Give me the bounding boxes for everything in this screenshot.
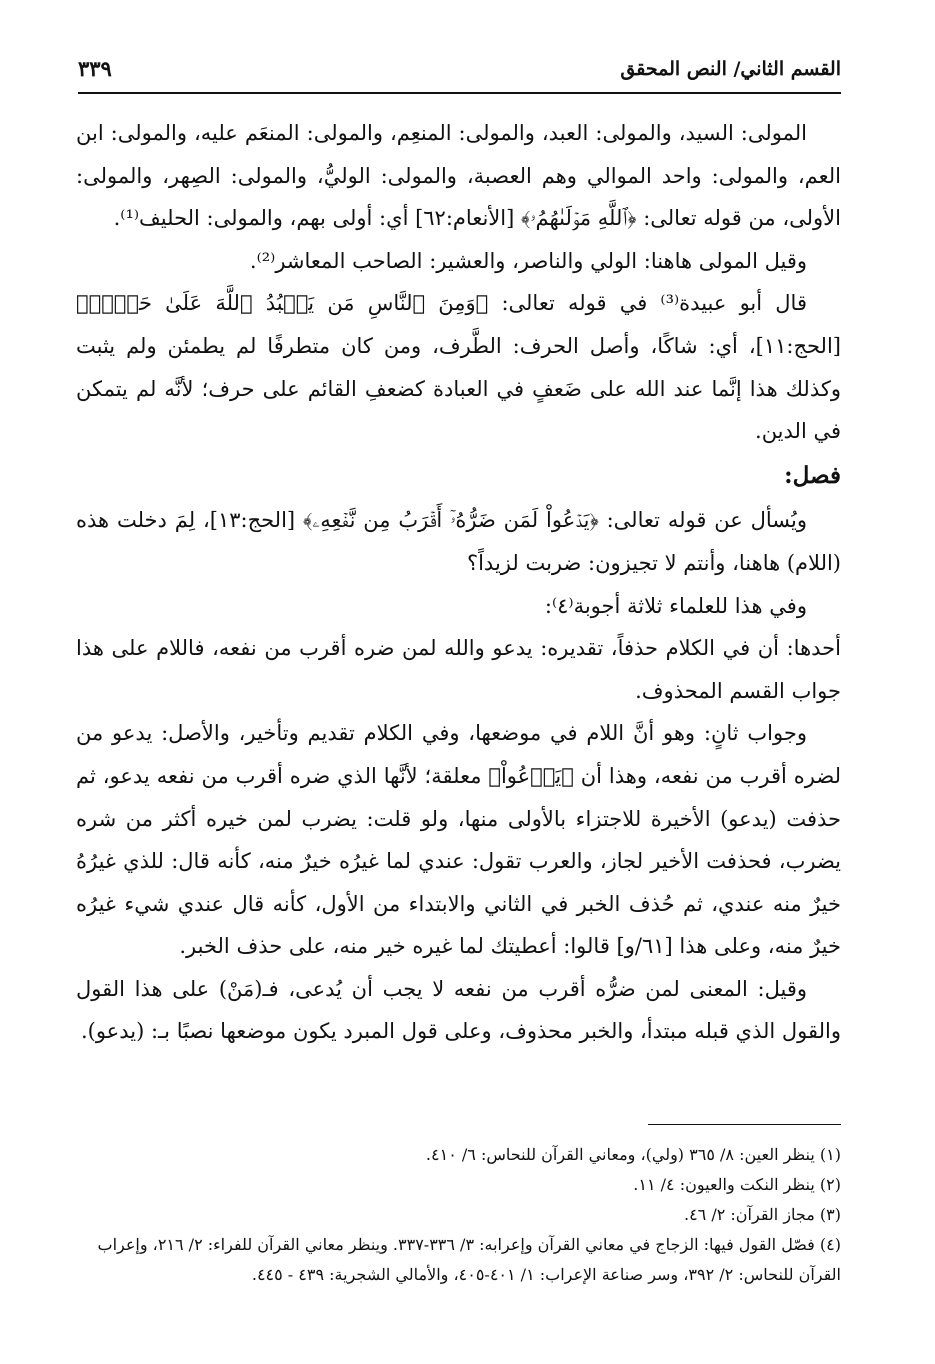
- paragraph: أحدها: أن في الكلام حذفاً، تقديره: يدعو والله لمن ضره أقرب من نفعه، فاللام على هذا جواب القسم المحذوف.: [76, 636, 841, 703]
- header-divider: [78, 92, 841, 94]
- footnote: (٤) فصّل القول فيها: الزجاج في معاني القرآن وإعرابه: ٣/ ٣٣٦-٣٣٧. وينظر معاني القرآن للفراء: ٢/ ٢١٦، وإعراب القرآن للنحاس: ٢/ ٣٩٢، وسر صناعة الإعراب: ١/ ٤٠١-٤٠٥، والأمالي الشجرية: ٤٣٩ - ٤٤٥.: [97, 1235, 841, 1284]
- paragraph: وفي هذا للعلماء ثلاثة أجوبة⁽٤⁾:: [544, 593, 807, 618]
- footnote: (٣) مجاز القرآن: ٢/ ٤٦.: [683, 1205, 841, 1224]
- paragraph: المولى: السيد، والمولى: العبد، والمولى: المنعِم، والمولى: المنعَم عليه، والمولى: ابن العم، والمولى: واحد الموالي وهم العصبة، والمولى: الوليُّ، والمولى: الصِهر، والمولى: الأولى، من قوله تعالى: ﴿ٱللَّهِ مَوۡلَىٰهُمُۥ﴾ [الأنعام:٦٢] أي: أولى بهم، والمولى: الحليف⁽¹⁾.: [76, 121, 841, 231]
- footnote: (٢) ينظر النكت والعيون: ٤/ ١١.: [633, 1175, 841, 1194]
- page-number: ٣٣٩: [78, 56, 112, 81]
- paragraph: وقيل المولى هاهنا: الولي والناصر، والعشير: الصاحب المعاشر⁽²⁾.: [249, 248, 807, 273]
- paragraph: وقيل: المعنى لمن ضرُّه أقرب من نفعه لا يجب أن يُدعى، فـ(مَنْ) على هذا القول والقول الذي قبله مبتدأ، والخبر محذوف، وعلى قول المبرد يكون موضعها نصبًا بـ: (يدعو).: [76, 976, 841, 1044]
- footnote: (١) ينظر العين: ٨/ ٣٦٥ (ولي)، ومعاني القرآن للنحاس: ٦/ ٤١٠.: [425, 1145, 841, 1164]
- footnotes: [78, 1140, 841, 1290]
- section-title: القسم الثاني/ النص المحقق: [620, 58, 841, 80]
- paragraph: ويُسأل عن قوله تعالى: ﴿يَدۡعُواْ لَمَن ضَرُّهُۥٓ أَقۡرَبُ مِن نَّفۡعِهِۦ﴾ [الحج:١٣]، لِمَ دخلت هذه (اللام) هاهنا، وأنتم لا تجيزون: ضربت لزيداً؟: [76, 508, 841, 575]
- section-heading: فصل:: [784, 461, 841, 489]
- main-text: [76, 112, 841, 1053]
- paragraph: قال أبو عبيدة⁽³⁾ في قوله تعالى: ﴿وَمِنَ ٱلنَّاسِ مَن يَعۡبُدُ ٱللَّهَ عَلَىٰ حَرۡفٖ﴾ [الحج:١١]، أي: شاكًا، وأصل الحرف: الطَّرف، ومن كان متطرفًا لم يطمئن ولم يثبت وكذلك هذا إنَّما عند الله على ضَعفٍ في العبادة كضعفِ القائم على حرف؛ لأنَّه لم يتمكن في الدين.: [76, 291, 841, 444]
- running-header: [78, 52, 841, 88]
- paragraph: وجواب ثانٍ: وهو أنَّ اللام في موضعها، وفي الكلام تقديم وتأخير، والأصل: يدعو من لضره أقرب من نفعه، وهذا أن ﴿يَدۡعُواْ﴾ معلقة؛ لأنَّها الذي ضره أقرب من نفعه يدعو، ثم حذفت (يدعو) الأخيرة للاجتزاء بالأولى منها، ولو قلت: يضرب لمن خيره أكثر من شره يضرب، فحذفت الأخير لجاز، والعرب تقول: عندي لما غيرُه خيرٌ منه، كأنه قال: للذي غيرُهُ خيرٌ منه عندي، ثم حُذف الخبر في الثاني والابتداء من الأول، كأنه قال عندي شيء غيرُه خيرٌ منه، وعلى هذا [٦١/و] قالوا: أعطيتك لما غيره خير منه، على حذف الخبر.: [76, 721, 841, 959]
- footnote-divider: [648, 1124, 841, 1125]
